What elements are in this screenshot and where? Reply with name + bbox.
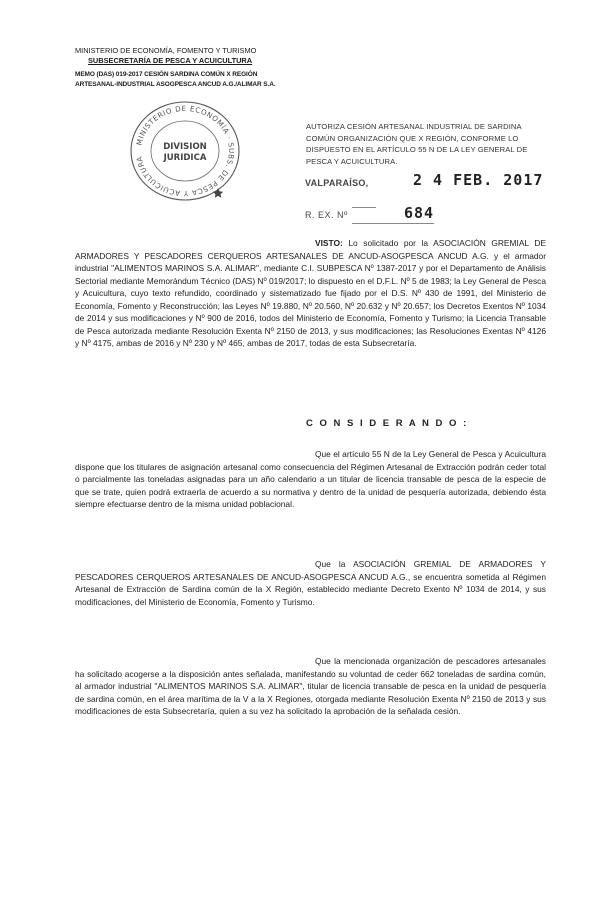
considerando-heading: C O N S I D E R A N D O : [306, 418, 469, 429]
seal-ring-text: MINISTERIO DE ECONOMÍA · SUBS. DE PESCA Y ACUICULTURA [134, 103, 237, 199]
resolution-summary: AUTORIZA CESIÓN ARTESANAL INDUSTRIAL DE SARDINA COMÚN ORGANIZACIÓN QUE X REGIÓN, CONFORME LO DISPUESTO EN EL ARTÍCULO 55 N DE LA LEY GENERAL DE PESCA Y ACUICULTURA. [306, 122, 528, 166]
rex-number: 684 [404, 204, 435, 222]
paragraph-2-text: Que la ASOCIACIÓN GREMIAL DE ARMADORES Y PESCADORES CERQUEROS ARTESANALES DE ANCUD-ASOGPESCA ANCUD A.G., se encuentra sometida al Régimen Artesanal de Extracción de Sardina común de la X Región, establecido mediante Decreto Exento Nº 1034 de 2014, y sus modificaciones, del Ministerio de Economía, Fomento y Turismo. [75, 559, 546, 607]
visto-paragraph [75, 237, 546, 350]
header-memo-line-1: MEMO (DAS) 019-2017 CESIÓN SARDINA COMÚN X REGIÓN [75, 71, 258, 78]
paragraph-1-text: Que el artículo 55 N de la Ley General de Pesca y Acuicultura dispone que los titulares de asignación artesanal como consecuencia del Régimen Artesanal de Extracción podrán ceder total o parcialmente las toneladas asignadas para un año calendario a un titular de licencia transable de pesca de la especie de que se trate, quien podrá extraerla de acuerdo a su normativa y dentro de la unidad de pesquería autorizada, debiendo ésta siempre efectuarse dentro de la misma unidad poblacional. [75, 449, 546, 509]
header-undersecretariat: SUBSECRETARÍA DE PESCA Y ACUICULTURA [88, 56, 253, 65]
considerando-paragraph-2 [75, 558, 546, 608]
place-label: VALPARAÍSO, [305, 178, 369, 188]
seal-center-line-2: JURIDICA [163, 153, 207, 163]
visto-label: VISTO: [315, 238, 343, 248]
rex-label: R. EX. Nº [305, 210, 348, 220]
visto-text: Lo solicitado por la ASOCIACIÓN GREMIAL DE ARMADORES Y PESCADORES CERQUEROS ARTESANALES DE ANCUD-ASOGPESCA ANCUD A.G. y el armador industrial "ALIMENTOS MARINOS S.A. ALIMAR", mediante C.I. SUBPESCA Nº 1387-2017 y por el Departamento de Análisis Sectorial mediante Memorándum Técnico (DAS) Nº 019/2017; lo dispuesto en el D.F.L. Nº 5 de 1983; la Ley General de Pesca y Acuicultura, cuyo texto refundido, coordinado y sistematizado fue fijado por el D.S. Nº 430 de 1991, del Ministerio de Economía, Fomento y Reconstrucción; las Leyes Nº 19.880, Nº 20.560, Nº 20.632 y Nº 20.657; los Decretos Exentos Nº 1034 de 2014 y sus modificaciones y Nº 900 de 2016, todos del Ministerio de Economía, Fomento y Turismo; la Licencia Transable de Pesca autorizada mediante Resolución Exenta Nº 2150 de 2013, y sus modificaciones; las Resoluciones Exentas Nº 4126 y Nº 4175, ambas de 2016 y Nº 230 y Nº 465, ambas de 2017, todas de esta Subsecretaría. [75, 238, 546, 348]
date-stamp: 2 4 FEB. 2017 [413, 171, 544, 189]
header-memo-line-2: ARTESANAL-INDUSTRIAL ASOGPESCA ANCUD A.G./ALIMAR S.A. [75, 81, 276, 88]
rex-line-short [352, 207, 376, 208]
header-ministry: MINISTERIO DE ECONOMÍA, FOMENTO Y TURISMO [75, 46, 257, 55]
seal-center-line-1: DIVISION [163, 142, 207, 152]
considerando-paragraph-1 [75, 448, 546, 511]
paragraph-3-text: Que la mencionada organización de pescadores artesanales ha solicitado acogerse a la disposición antes señalada, manifestando su voluntad de ceder 662 toneladas de sardina común, al armador industrial "ALIMENTOS MARINOS S.A. ALIMAR", titular de licencia transable de pesca en la unidad de pesquería de sardina común, en el área marítima de la V a la X Regiones, otorgada mediante Resolución Exenta Nº 2150 de 2013 y sus modificaciones de esta Subsecretaría, quien a su vez ha solicitado la aprobación de la señalada cesión. [75, 656, 546, 716]
juridical-division-seal-icon [126, 98, 244, 204]
rex-underline [352, 223, 434, 224]
considerando-paragraph-3 [75, 655, 546, 718]
